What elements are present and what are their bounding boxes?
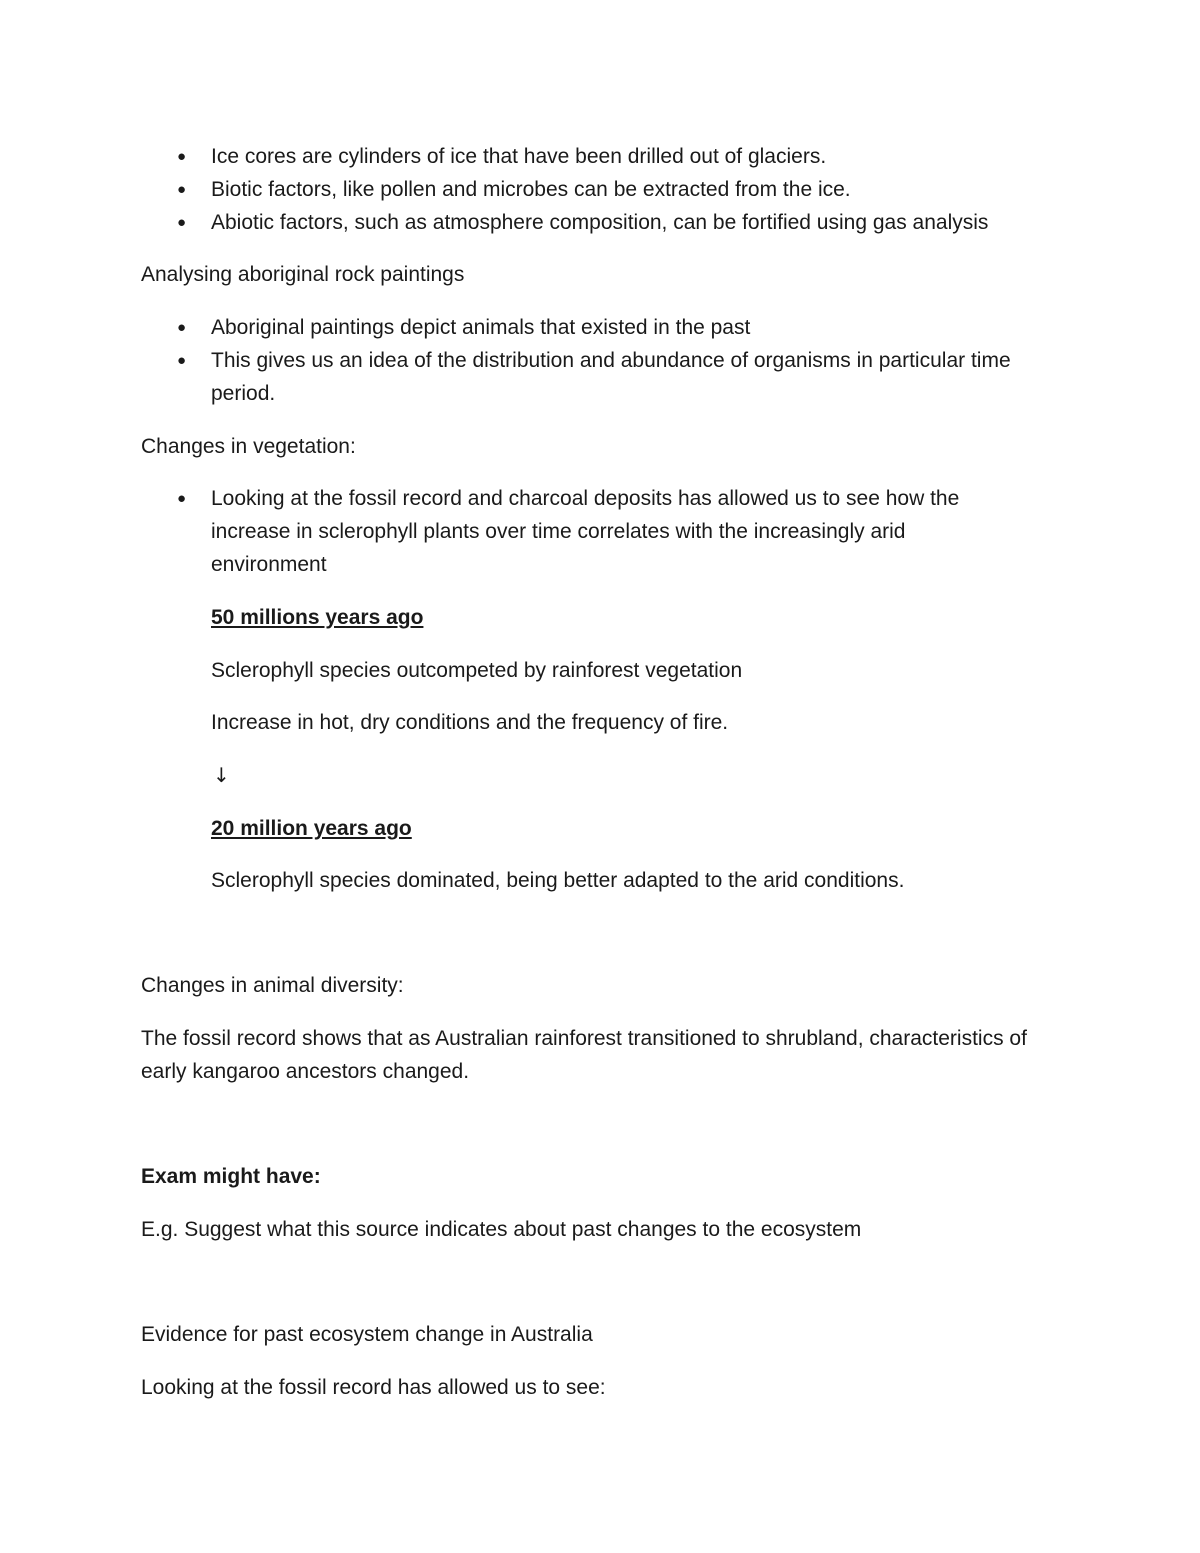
- timeline-heading: 50 millions years ago: [211, 606, 424, 629]
- section-heading: Changes in animal diversity:: [141, 974, 404, 997]
- bullet-text: Aboriginal paintings depict animals that existed in the past: [211, 316, 751, 339]
- bullet-text: Biotic factors, like pollen and microbes can be extracted from the ice.: [211, 178, 851, 201]
- section-heading: Evidence for past ecosystem change in Australia: [141, 1323, 593, 1346]
- bullet-icon: ●: [177, 214, 187, 231]
- bullet-icon: ●: [177, 352, 187, 369]
- bullet-icon: ●: [177, 181, 187, 198]
- timeline-text: Increase in hot, dry conditions and the frequency of fire.: [211, 711, 729, 734]
- paragraph-line: E.g. Suggest what this source indicates about past changes to the ecosystem: [141, 1218, 862, 1241]
- section-heading: Analysing aboriginal rock paintings: [141, 263, 465, 286]
- bullet-icon: ●: [177, 148, 187, 165]
- section-heading: Exam might have:: [141, 1165, 321, 1188]
- arrow-down-icon: ↓: [213, 763, 230, 787]
- section-heading: Changes in vegetation:: [141, 435, 356, 458]
- bullet-icon: ●: [177, 490, 187, 507]
- paragraph-line: The fossil record shows that as Australian rainforest transitioned to shrubland, characteristics of: [141, 1027, 1027, 1050]
- bullet-text: This gives us an idea of the distribution and abundance of organisms in particular time period.: [211, 349, 1011, 405]
- bullet-text: Ice cores are cylinders of ice that have been drilled out of glaciers.: [211, 145, 827, 168]
- bullet-icon: ●: [177, 319, 187, 336]
- timeline-text: Sclerophyll species outcompeted by rainforest vegetation: [211, 659, 743, 682]
- bullet-text: Looking at the fossil record and charcoal deposits has allowed us to see how the increase in sclerophyll plants over time correlates with the increasingly arid environment: [211, 487, 960, 576]
- timeline-heading: 20 million years ago: [211, 817, 412, 840]
- timeline-text: Sclerophyll species dominated, being better adapted to the arid conditions.: [211, 869, 905, 892]
- bullet-text: Abiotic factors, such as atmosphere composition, can be fortified using gas analysis: [211, 211, 989, 234]
- paragraph-line: Looking at the fossil record has allowed us to see:: [141, 1376, 606, 1399]
- paragraph-line: early kangaroo ancestors changed.: [141, 1060, 470, 1083]
